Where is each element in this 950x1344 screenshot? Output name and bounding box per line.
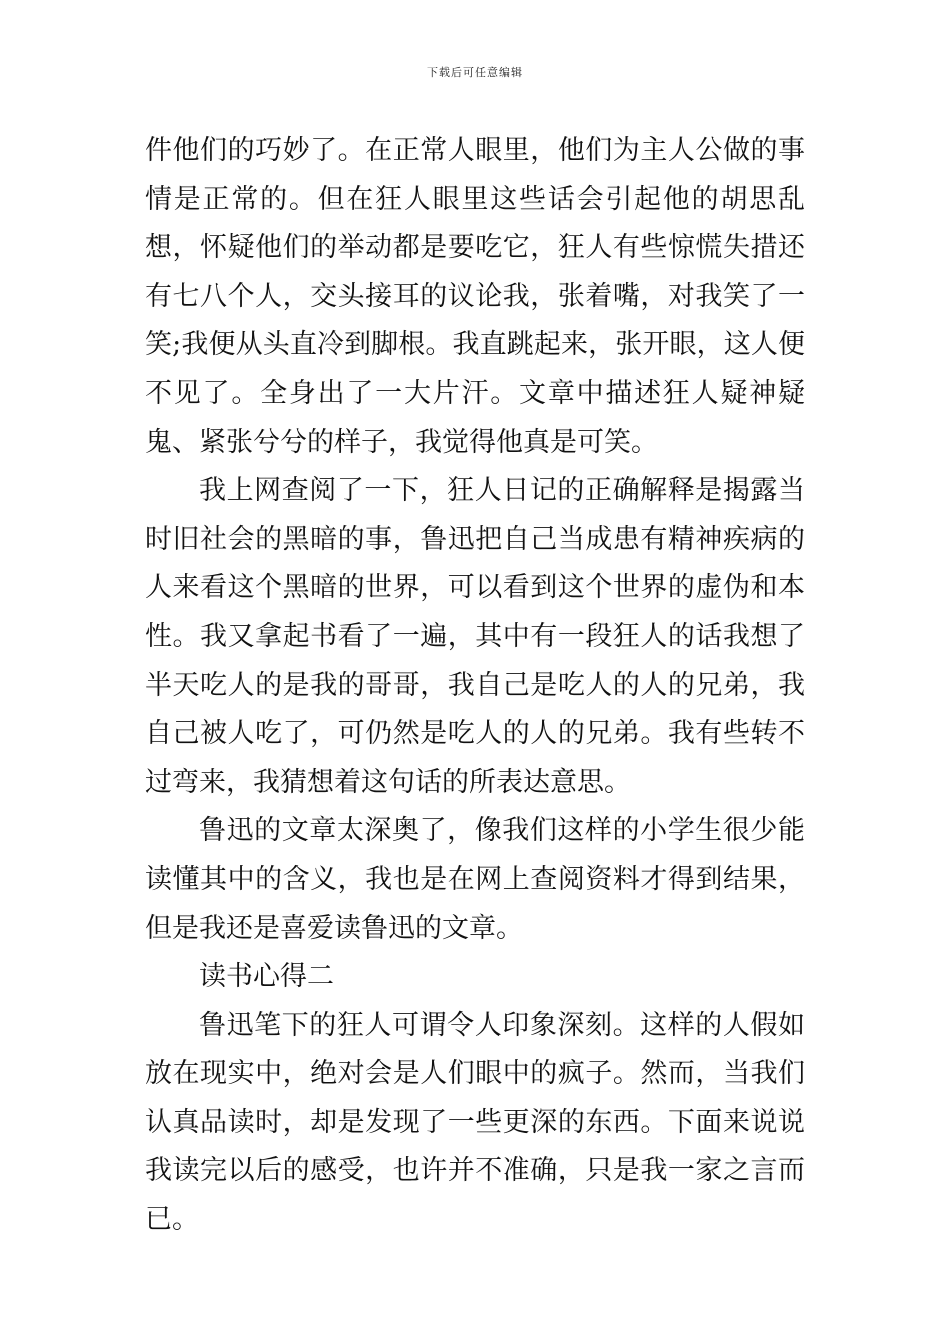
document-body xyxy=(145,127,805,1245)
paragraph-2: 我上网查阅了一下，狂人日记的正确解释是揭露当时旧社会的黑暗的事，鲁迅把自己当成患有精神疾病的人来看这个黑暗的世界，可以看到这个世界的虚伪和本性。我又拿起书看了一遍，其中有一段狂人的话我想了半天吃人的是我的哥哥，我自己是吃人的人的兄弟，我自己被人吃了，可仍然是吃人的人的兄弟。我有些转不过弯来，我猜想着这句话的所表达意思。 xyxy=(145,475,805,798)
section-paragraph-1: 鲁迅笔下的狂人可谓令人印象深刻。这样的人假如放在现实中，绝对会是人们眼中的疯子。然而，当我们认真品读时，却是发现了一些更深的东西。下面来说说我读完以后的感受，也许并不准确，只是我一家之言而已。 xyxy=(145,1009,805,1236)
page-header: 下载后可任意编辑 xyxy=(427,66,523,79)
paragraph-3: 鲁迅的文章太深奥了，像我们这样的小学生很少能读懂其中的含义，我也是在网上查阅资料才得到结果，但是我还是喜爱读鲁迅的文章。 xyxy=(145,815,805,944)
section-heading: 读书心得二 xyxy=(199,961,334,993)
paragraph-1: 件他们的巧妙了。在正常人眼里，他们为主人公做的事情是正常的。但在狂人眼里这些话会引起他的胡思乱想，怀疑他们的举动都是要吃它，狂人有些惊慌失措还有七八个人，交头接耳的议论我，张着嘴，对我笑了一笑;我便从头直冷到脚根。我直跳起来，张开眼，这人便不见了。全身出了一大片汗。文章中描述狂人疑神疑鬼、紧张兮兮的样子，我觉得他真是可笑。 xyxy=(145,135,805,458)
